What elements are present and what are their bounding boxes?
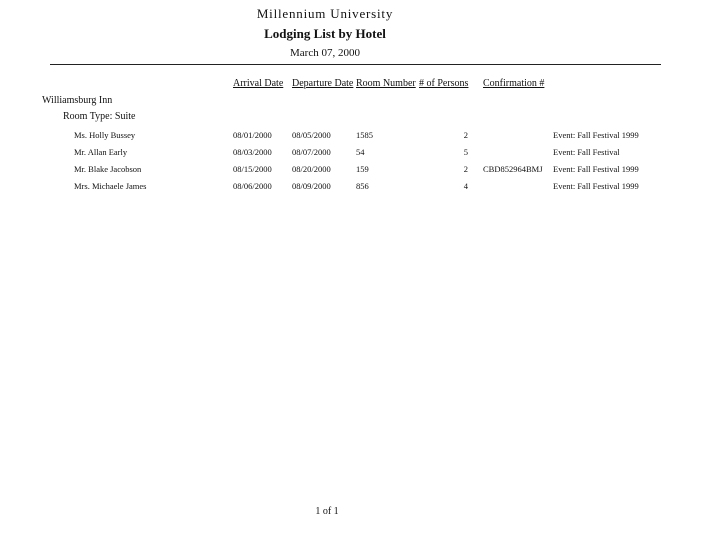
guest-name: Mr. Allan Early — [74, 147, 128, 157]
arrival-date: 08/15/2000 — [233, 164, 272, 174]
report-title: Lodging List by Hotel — [264, 26, 386, 41]
header-divider — [50, 64, 661, 65]
persons-count: 2 — [463, 130, 468, 140]
page-number: 1 of 1 — [315, 506, 339, 517]
table-row — [0, 130, 721, 142]
arrival-date: 08/01/2000 — [233, 130, 272, 140]
event-note: Event: Fall Festival 1999 — [553, 181, 639, 191]
university-name: Millennium University — [256, 6, 394, 21]
room-number: 856 — [356, 181, 369, 191]
persons-count: 5 — [463, 147, 468, 157]
table-row — [0, 147, 721, 159]
guest-name: Ms. Holly Bussey — [74, 130, 136, 140]
event-note: Event: Fall Festival 1999 — [553, 130, 639, 140]
room-type-header: Room Type: Suite — [63, 111, 136, 122]
column-header-departure-date: Departure Date — [292, 78, 354, 89]
arrival-date: 08/03/2000 — [233, 147, 272, 157]
report-date: March 07, 2000 — [290, 47, 360, 59]
column-header-room-number: Room Number — [356, 78, 416, 89]
persons-count: 2 — [463, 164, 468, 174]
departure-date: 08/20/2000 — [292, 164, 331, 174]
room-number: 159 — [356, 164, 369, 174]
arrival-date: 08/06/2000 — [233, 181, 272, 191]
departure-date: 08/05/2000 — [292, 130, 331, 140]
event-note: Event: Fall Festival — [553, 147, 620, 157]
column-header-confirmation: Confirmation # — [483, 78, 545, 89]
confirmation-number: CBD852964BMJ — [483, 164, 543, 174]
departure-date: 08/07/2000 — [292, 147, 331, 157]
room-number: 1585 — [356, 130, 373, 140]
persons-count: 4 — [463, 181, 468, 191]
event-note: Event: Fall Festival 1999 — [553, 164, 639, 174]
table-row — [0, 164, 721, 176]
departure-date: 08/09/2000 — [292, 181, 331, 191]
table-row — [0, 181, 721, 193]
hotel-group-header: Williamsburg Inn — [42, 95, 113, 106]
column-header-persons: # of Persons — [419, 78, 469, 89]
guest-name: Mrs. Michaele James — [74, 181, 147, 191]
room-number: 54 — [356, 147, 365, 157]
column-header-arrival-date: Arrival Date — [233, 78, 284, 89]
guest-name: Mr. Blake Jacobson — [74, 164, 142, 174]
